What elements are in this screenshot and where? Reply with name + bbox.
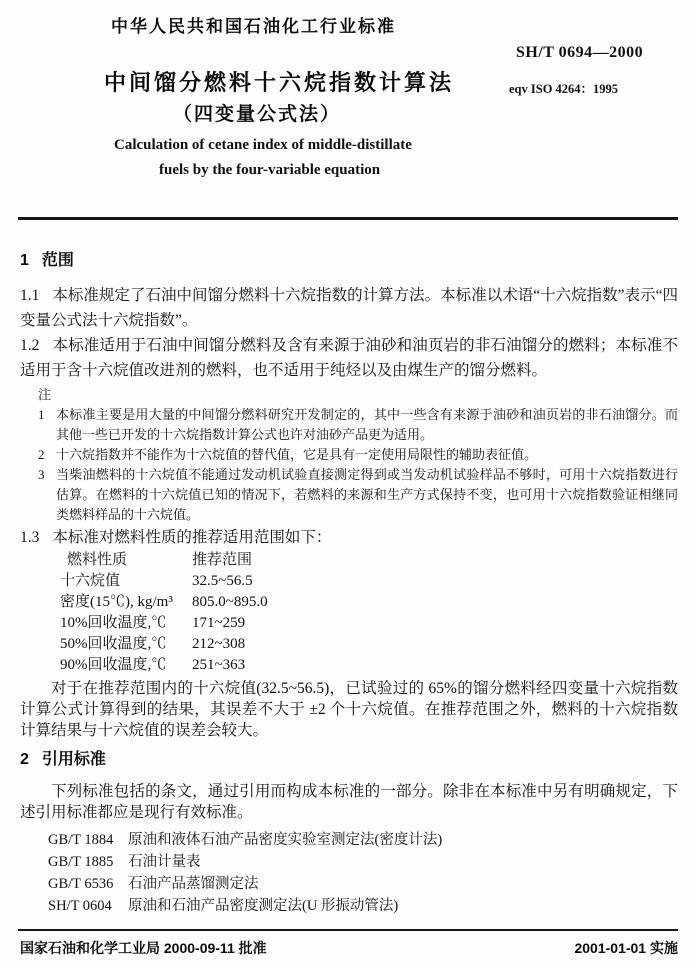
table-row <box>60 613 678 634</box>
table-header-range: 推荐范围 <box>192 552 253 568</box>
standard-category-label: 中华人民共和国石油化工行业标准 <box>111 17 396 36</box>
reference-code: SH/T 0604 <box>48 898 112 914</box>
title-english-line1: Calculation of cetane index of middle-distillate <box>114 137 412 153</box>
footer-divider-rule <box>18 929 678 931</box>
reference-list <box>48 829 678 917</box>
reference-code: GB/T 6536 <box>48 876 114 892</box>
implementation-date: 2001-01-01 实施 <box>574 940 678 956</box>
row-property: 90%回收温度,℃ <box>60 657 167 673</box>
title-chinese: 中间馏分燃料十六烷指数计算法 <box>104 70 455 95</box>
table-row <box>60 592 678 613</box>
row-range: 171~259 <box>192 615 246 631</box>
note-3-number: 3 <box>38 467 45 482</box>
table-header-row <box>60 550 678 571</box>
row-property: 50%回收温度,℃ <box>60 636 167 652</box>
note-2-text: 十六烷指数并不能作为十六烷值的替代值，它是具有一定使用局限性的辅助表征值。 <box>56 447 538 462</box>
table-row <box>60 634 678 655</box>
reference-title: 原油和石油产品密度测定法(U 形振动管法) <box>128 898 399 914</box>
title-english-line2: fuels by the four-variable equation <box>159 162 381 178</box>
row-property: 十六烷值 <box>60 573 121 589</box>
row-range: 32.5~56.5 <box>192 573 253 589</box>
clause-1-2-number: 1.2 <box>20 337 40 354</box>
clause-1-1-text: 本标准规定了石油中间馏分燃料十六烷指数的计算方法。本标准以术语“十六烷指数”表示“四变量公式法十六烷指数”。 <box>20 287 678 329</box>
section-1-number: 1 <box>20 252 29 269</box>
reference-item <box>48 829 678 851</box>
note-item-1 <box>20 405 678 445</box>
reference-title: 原油和液体石油产品密度实验室测定法(密度计法) <box>128 832 443 848</box>
clause-1-3-number: 1.3 <box>20 529 40 546</box>
section-2-heading <box>20 751 678 769</box>
header-divider-rule <box>18 217 678 220</box>
row-property: 密度(15℃), kg/m³ <box>60 594 173 610</box>
note-item-2 <box>20 445 678 465</box>
iso-equivalence: eqv ISO 4264：1995 <box>509 82 619 96</box>
notes-label: 注 <box>38 387 52 402</box>
clause-1-2 <box>20 333 678 383</box>
note-2-number: 2 <box>38 447 45 462</box>
reference-item <box>48 851 678 873</box>
reference-code: GB/T 1884 <box>48 832 114 848</box>
reference-title: 石油计量表 <box>128 854 201 870</box>
reference-item <box>48 873 678 895</box>
section-1-title: 范围 <box>41 252 74 269</box>
clause-1-3 <box>20 525 678 550</box>
section-2-title: 引用标准 <box>41 751 106 768</box>
clause-1-1 <box>20 283 678 333</box>
reference-title: 石油产品蒸馏测定法 <box>128 876 259 892</box>
note-1-text: 本标准主要是用大量的中间馏分燃料研究开发制定的，其中一些含有来源于油砂和油页岩的非石油馏分。而其他一些已开发的十六烷指数计算公式也许对油砂产品更为适用。 <box>56 407 678 442</box>
standard-code: SH/T 0694—2000 <box>516 44 644 61</box>
scope-closing-paragraph: 对于在推荐范围内的十六烷值(32.5~56.5)，已试验过的 65%的馏分燃料经四变量十六烷指数计算公式计算得到的结果，其误差不大于 ±2 个十六烷值。在推荐范围之外，燃料的十六烷指数计算结果与十六烷值的误差会较大。 <box>20 680 678 739</box>
clause-1-2-text: 本标准适用于石油中间馏分燃料及含有来源于油砂和油页岩的非石油馏分的燃料；本标准不适用于含十六烷值改进剂的燃料，也不适用于纯烃以及由煤生产的馏分燃料。 <box>20 337 678 379</box>
clause-1-3-text: 本标准对燃料性质的推荐适用范围如下： <box>52 529 332 546</box>
note-1-number: 1 <box>38 407 45 422</box>
note-3-text: 当柴油燃料的十六烷值不能通过发动机试验直接测定得到或当发动机试验样品不够时，可用十六烷指数进行估算。在燃料的十六烷值已知的情况下，若燃料的来源和生产方式保持不变，也可用十六烷指数验证相继同类燃料样品的十六烷值。 <box>56 467 678 522</box>
row-property: 10%回收温度,℃ <box>60 615 167 631</box>
reference-item <box>48 895 678 917</box>
table-header-property: 燃料性质 <box>67 552 128 568</box>
table-row <box>60 655 678 676</box>
title-chinese-subtitle: （四变量公式法） <box>173 104 342 125</box>
row-range: 212~308 <box>192 636 246 652</box>
table-row <box>60 571 678 592</box>
document-body <box>20 252 678 917</box>
section-1-heading <box>20 252 678 270</box>
row-range: 805.0~895.0 <box>192 594 268 610</box>
row-range: 251~363 <box>192 657 246 673</box>
clause-1-1-number: 1.1 <box>20 287 40 304</box>
section-2-number: 2 <box>20 751 29 768</box>
approval-note: 国家石油和化学工业局 2000-09-11 批准 <box>20 940 267 956</box>
fuel-property-table <box>60 550 678 676</box>
references-intro: 下列标准包括的条文，通过引用而构成本标准的一部分。除非在本标准中另有明确规定，下述引用标准都应是现行有效标准。 <box>20 783 678 821</box>
notes-block <box>20 385 678 525</box>
note-item-3 <box>20 465 678 525</box>
reference-code: GB/T 1885 <box>48 854 114 870</box>
